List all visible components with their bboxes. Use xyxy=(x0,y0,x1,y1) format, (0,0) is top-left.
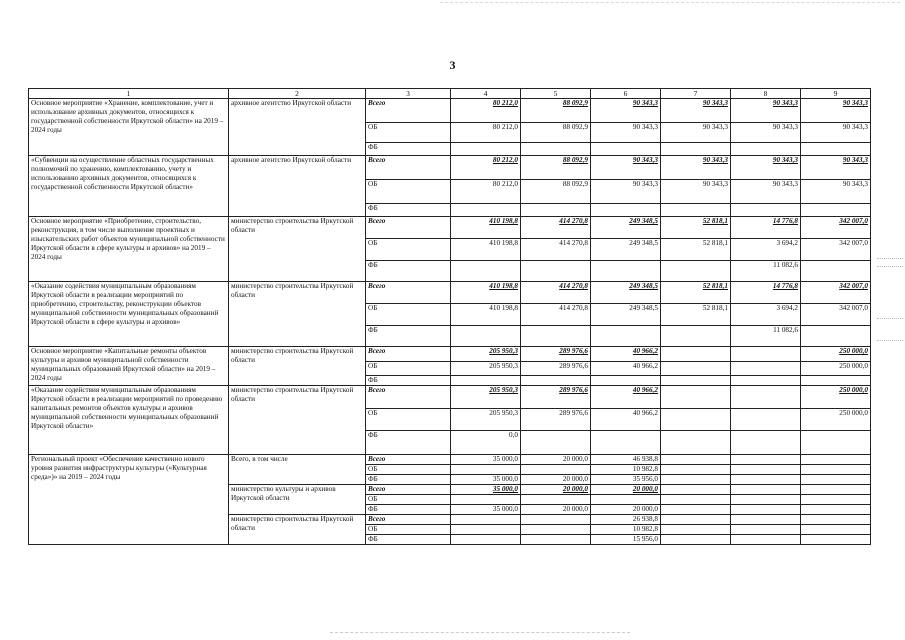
value-cell: 0,0 xyxy=(451,431,521,455)
value-cell: 90 343,3 xyxy=(591,156,661,180)
column-number-header: 4 xyxy=(451,89,521,99)
value-cell: 410 198,8 xyxy=(451,217,521,239)
value-cell: 88 092,9 xyxy=(521,180,591,204)
column-number-header: 5 xyxy=(521,89,591,99)
value-cell xyxy=(801,465,871,475)
value-cell: 80 212,0 xyxy=(451,156,521,180)
table-row xyxy=(29,156,871,180)
value-cell: 249 348,5 xyxy=(591,282,661,304)
value-cell xyxy=(521,431,591,455)
funding-source: ФБ xyxy=(366,143,451,156)
value-cell: 289 976,6 xyxy=(521,386,591,409)
executor-cell: министерство культуры и архивов Иркутской области xyxy=(229,485,366,515)
value-cell xyxy=(661,204,731,217)
executor-cell: министерство строительства Иркутской области xyxy=(229,386,366,455)
value-cell xyxy=(731,485,801,495)
value-cell xyxy=(521,143,591,156)
value-cell: 205 950,3 xyxy=(451,347,521,362)
scan-artifact-edge xyxy=(877,318,903,319)
value-cell: 52 818,1 xyxy=(661,304,731,326)
value-cell xyxy=(591,495,661,505)
funding-source: ФБ xyxy=(366,505,451,515)
value-cell xyxy=(731,465,801,475)
value-cell xyxy=(451,465,521,475)
value-cell xyxy=(451,495,521,505)
funding-source: ФБ xyxy=(366,535,451,545)
funding-source: ФБ xyxy=(366,431,451,455)
value-cell: 80 212,0 xyxy=(451,180,521,204)
funding-source: ОБ xyxy=(366,495,451,505)
value-cell: 205 950,3 xyxy=(451,362,521,376)
value-cell: 90 343,3 xyxy=(591,99,661,123)
funding-source: ОБ xyxy=(366,180,451,204)
value-cell xyxy=(521,204,591,217)
value-cell xyxy=(801,485,871,495)
value-cell xyxy=(521,261,591,282)
value-cell xyxy=(591,204,661,217)
value-cell: 14 776,8 xyxy=(731,282,801,304)
value-cell: 40 966,2 xyxy=(591,386,661,409)
value-cell: 249 348,5 xyxy=(591,217,661,239)
funding-source: ФБ xyxy=(366,261,451,282)
value-cell xyxy=(801,431,871,455)
value-cell: 90 343,3 xyxy=(591,180,661,204)
value-cell: 289 976,6 xyxy=(521,362,591,376)
value-cell xyxy=(661,485,731,495)
value-cell: 250 000,0 xyxy=(801,386,871,409)
value-cell xyxy=(661,455,731,465)
value-cell: 205 950,3 xyxy=(451,409,521,431)
funding-source: Всего xyxy=(366,485,451,495)
value-cell xyxy=(731,409,801,431)
scan-artifact-edge xyxy=(877,266,903,267)
funding-source: ОБ xyxy=(366,362,451,376)
funding-source: ОБ xyxy=(366,465,451,475)
value-cell xyxy=(451,261,521,282)
value-cell: 20 000,0 xyxy=(521,475,591,485)
value-cell xyxy=(591,261,661,282)
value-cell xyxy=(731,515,801,525)
value-cell xyxy=(521,465,591,475)
executor-cell: архивное агентство Иркутской области xyxy=(229,99,366,156)
value-cell: 249 348,5 xyxy=(591,304,661,326)
value-cell xyxy=(451,204,521,217)
value-cell: 90 343,3 xyxy=(731,156,801,180)
column-number-header: 6 xyxy=(591,89,661,99)
value-cell xyxy=(731,535,801,545)
value-cell: 52 818,1 xyxy=(661,217,731,239)
value-cell: 410 198,8 xyxy=(451,239,521,261)
value-cell xyxy=(521,495,591,505)
value-cell xyxy=(731,376,801,386)
table-row xyxy=(29,347,871,362)
value-cell: 35 956,0 xyxy=(591,475,661,485)
funding-source: ОБ xyxy=(366,525,451,535)
value-cell xyxy=(731,475,801,485)
value-cell: 90 343,3 xyxy=(801,156,871,180)
value-cell xyxy=(661,143,731,156)
value-cell: 10 982,8 xyxy=(591,525,661,535)
executor-cell: архивное агентство Иркутской области xyxy=(229,156,366,217)
value-cell xyxy=(801,204,871,217)
value-cell: 40 966,2 xyxy=(591,409,661,431)
value-cell: 88 092,9 xyxy=(521,156,591,180)
value-cell: 90 343,3 xyxy=(591,123,661,143)
value-cell xyxy=(661,505,731,515)
value-cell: 289 976,6 xyxy=(521,409,591,431)
funding-source: ФБ xyxy=(366,326,451,347)
executor-cell: министерство строительства Иркутской области xyxy=(229,217,366,282)
value-cell xyxy=(731,386,801,409)
funding-source: ОБ xyxy=(366,239,451,261)
value-cell: 11 082,6 xyxy=(731,326,801,347)
value-cell xyxy=(801,535,871,545)
value-cell xyxy=(521,515,591,525)
value-cell xyxy=(661,362,731,376)
value-cell xyxy=(661,261,731,282)
value-cell xyxy=(451,376,521,386)
value-cell: 20 000,0 xyxy=(521,485,591,495)
value-cell: 90 343,3 xyxy=(661,156,731,180)
value-cell: 289 976,6 xyxy=(521,347,591,362)
value-cell: 52 818,1 xyxy=(661,239,731,261)
measure-description: Основное мероприятие «Приобретение, строительство, реконструкция, в том числе выполнение проектных и изыскательских работ объектов муниципальной собственности Иркутской области в сфере культуры и архивов» на 2019 – 2024 годы xyxy=(29,217,229,282)
value-cell: 342 007,0 xyxy=(801,217,871,239)
value-cell xyxy=(731,204,801,217)
value-cell: 342 007,0 xyxy=(801,239,871,261)
value-cell xyxy=(731,495,801,505)
value-cell: 10 982,8 xyxy=(591,465,661,475)
funding-source: Всего xyxy=(366,156,451,180)
value-cell xyxy=(661,347,731,362)
table-row xyxy=(29,217,871,239)
value-cell xyxy=(521,535,591,545)
value-cell: 35 000,0 xyxy=(451,505,521,515)
value-cell: 26 938,8 xyxy=(591,515,661,525)
funding-source: Всего xyxy=(366,99,451,123)
executor-cell: министерство строительства Иркутской области xyxy=(229,282,366,347)
measure-description: «Субвенции на осуществление областных государственных полномочий по хранению, комплектованию, учету и использованию архивных документов, относящихся к государственной собственности Иркутской области» xyxy=(29,156,229,217)
value-cell: 35 000,0 xyxy=(451,455,521,465)
value-cell: 52 818,1 xyxy=(661,282,731,304)
value-cell xyxy=(731,362,801,376)
value-cell xyxy=(801,326,871,347)
value-cell: 90 343,3 xyxy=(731,99,801,123)
value-cell xyxy=(731,525,801,535)
table-row xyxy=(29,455,871,465)
value-cell: 90 343,3 xyxy=(661,123,731,143)
budget-table xyxy=(28,88,871,545)
value-cell: 20 000,0 xyxy=(521,505,591,515)
value-cell: 414 270,8 xyxy=(521,304,591,326)
funding-source: Всего xyxy=(366,515,451,525)
value-cell: 90 343,3 xyxy=(731,123,801,143)
value-cell xyxy=(591,326,661,347)
funding-source: ФБ xyxy=(366,475,451,485)
value-cell xyxy=(451,143,521,156)
value-cell xyxy=(661,465,731,475)
funding-source: Всего xyxy=(366,347,451,362)
value-cell xyxy=(801,455,871,465)
executor-cell: министерство строительства Иркутской области xyxy=(229,515,366,545)
value-cell: 410 198,8 xyxy=(451,282,521,304)
funding-source: ОБ xyxy=(366,409,451,431)
value-cell xyxy=(591,431,661,455)
value-cell: 3 694,2 xyxy=(731,239,801,261)
executor-cell: министерство строительства Иркутской области xyxy=(229,347,366,386)
value-cell xyxy=(661,376,731,386)
value-cell xyxy=(801,495,871,505)
value-cell xyxy=(521,326,591,347)
funding-source: ФБ xyxy=(366,204,451,217)
value-cell: 90 343,3 xyxy=(731,180,801,204)
value-cell: 35 000,0 xyxy=(451,485,521,495)
column-number-header: 3 xyxy=(366,89,451,99)
value-cell: 20 000,0 xyxy=(591,485,661,495)
value-cell: 342 007,0 xyxy=(801,282,871,304)
value-cell xyxy=(661,515,731,525)
value-cell: 88 092,9 xyxy=(521,99,591,123)
value-cell: 88 092,9 xyxy=(521,123,591,143)
table-row xyxy=(29,282,871,304)
funding-source: ФБ xyxy=(366,376,451,386)
table-row xyxy=(29,99,871,123)
value-cell xyxy=(521,525,591,535)
scan-artifact-bottom xyxy=(330,632,630,633)
value-cell: 250 000,0 xyxy=(801,362,871,376)
scan-artifact-edge xyxy=(877,340,903,341)
value-cell: 3 694,2 xyxy=(731,304,801,326)
value-cell: 90 343,3 xyxy=(661,99,731,123)
column-number-header: 8 xyxy=(731,89,801,99)
measure-description: «Оказание содействия муниципальным образованиям Иркутской области в реализации мероприятий по проведению капитальных ремонтов объектов культуры и архивов муниципальной собственности муниципальных образований Иркутской области» xyxy=(29,386,229,455)
value-cell: 90 343,3 xyxy=(801,180,871,204)
value-cell: 414 270,8 xyxy=(521,239,591,261)
value-cell: 249 348,5 xyxy=(591,239,661,261)
value-cell xyxy=(731,347,801,362)
column-number-header: 9 xyxy=(801,89,871,99)
value-cell xyxy=(661,525,731,535)
executor-cell: Всего, в том числе xyxy=(229,455,366,485)
funding-source: ОБ xyxy=(366,304,451,326)
value-cell: 15 956,0 xyxy=(591,535,661,545)
value-cell: 90 343,3 xyxy=(661,180,731,204)
column-number-row xyxy=(29,89,871,99)
value-cell: 414 270,8 xyxy=(521,282,591,304)
value-cell: 414 270,8 xyxy=(521,217,591,239)
value-cell: 14 776,8 xyxy=(731,217,801,239)
value-cell: 90 343,3 xyxy=(801,123,871,143)
scan-artifact-top xyxy=(440,2,900,3)
value-cell xyxy=(801,475,871,485)
value-cell xyxy=(801,505,871,515)
value-cell xyxy=(661,409,731,431)
regional-project-description: Региональный проект «Обеспечение качественно нового уровня развития инфраструктуры культуры («Культурная среда»)» на 2019 – 2024 годы xyxy=(29,455,229,545)
value-cell: 46 938,8 xyxy=(591,455,661,465)
value-cell: 80 212,0 xyxy=(451,99,521,123)
funding-source: Всего xyxy=(366,282,451,304)
value-cell xyxy=(451,326,521,347)
column-number-header: 2 xyxy=(229,89,366,99)
value-cell xyxy=(801,261,871,282)
table-row xyxy=(29,386,871,409)
value-cell: 80 212,0 xyxy=(451,123,521,143)
value-cell xyxy=(801,525,871,535)
value-cell xyxy=(801,515,871,525)
measure-description: Основное мероприятие «Хранение, комплектование, учет и использование архивных документов, относящихся к государственной собственности Иркутской области» на 2019 – 2024 годы xyxy=(29,99,229,156)
value-cell: 20 000,0 xyxy=(591,505,661,515)
value-cell: 250 000,0 xyxy=(801,347,871,362)
value-cell xyxy=(591,376,661,386)
value-cell xyxy=(731,505,801,515)
value-cell xyxy=(661,495,731,505)
value-cell: 11 082,6 xyxy=(731,261,801,282)
value-cell: 410 198,8 xyxy=(451,304,521,326)
value-cell xyxy=(731,455,801,465)
value-cell: 20 000,0 xyxy=(521,455,591,465)
value-cell: 40 966,2 xyxy=(591,347,661,362)
value-cell xyxy=(801,143,871,156)
funding-source: ОБ xyxy=(366,123,451,143)
funding-source: Всего xyxy=(366,217,451,239)
value-cell xyxy=(451,515,521,525)
value-cell xyxy=(451,535,521,545)
page-number: 3 xyxy=(449,58,456,72)
value-cell: 35 000,0 xyxy=(451,475,521,485)
column-number-header: 7 xyxy=(661,89,731,99)
value-cell xyxy=(661,431,731,455)
value-cell xyxy=(591,143,661,156)
value-cell xyxy=(731,431,801,455)
scan-artifact-edge xyxy=(877,258,903,259)
funding-source: Всего xyxy=(366,455,451,465)
value-cell xyxy=(451,525,521,535)
value-cell xyxy=(731,143,801,156)
measure-description: Основное мероприятие «Капитальные ремонты объектов культуры и архивов муниципальной собственности муниципальных образований Иркутской области» на 2019 – 2024 годы xyxy=(29,347,229,386)
value-cell xyxy=(661,535,731,545)
funding-source: Всего xyxy=(366,386,451,409)
value-cell: 205 950,3 xyxy=(451,386,521,409)
value-cell xyxy=(801,376,871,386)
value-cell xyxy=(661,386,731,409)
value-cell xyxy=(661,475,731,485)
value-cell xyxy=(521,376,591,386)
value-cell: 342 007,0 xyxy=(801,304,871,326)
value-cell: 40 966,2 xyxy=(591,362,661,376)
value-cell: 90 343,3 xyxy=(801,99,871,123)
column-number-header: 1 xyxy=(29,89,229,99)
measure-description: «Оказание содействия муниципальным образованиям Иркутской области в реализации мероприятий по приобретению, строительству, реконструкции объектов муниципальной собственности муниципальных образований Иркутской области в сфере культуры и архивов» xyxy=(29,282,229,347)
value-cell xyxy=(661,326,731,347)
value-cell: 250 000,0 xyxy=(801,409,871,431)
